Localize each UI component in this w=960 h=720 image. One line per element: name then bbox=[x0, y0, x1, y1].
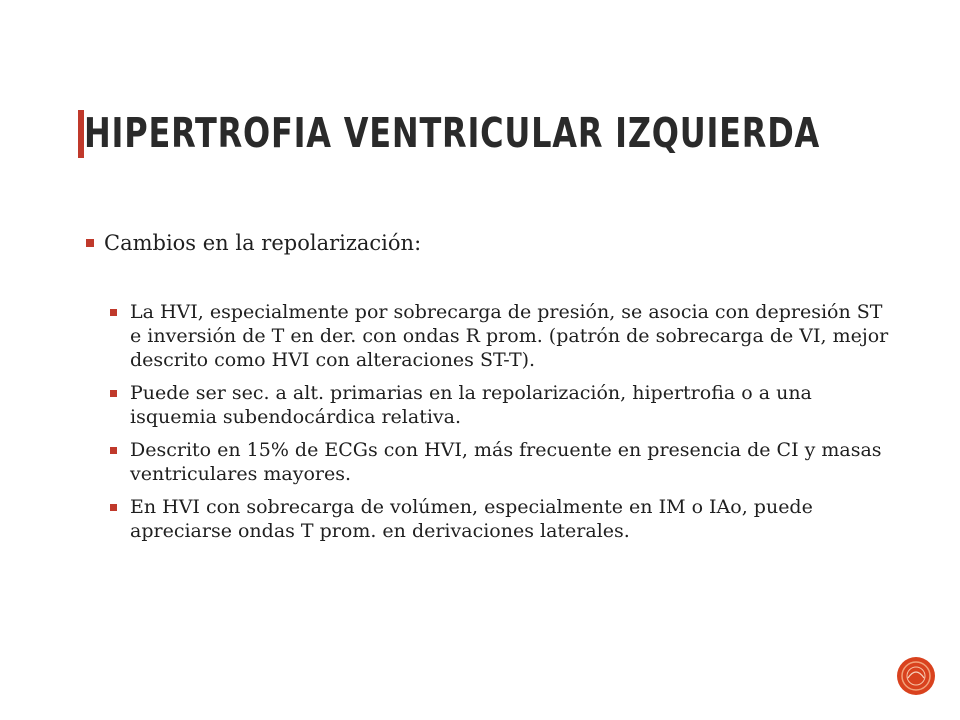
main-bullet bbox=[86, 228, 866, 258]
sub-bullet-3 bbox=[110, 438, 890, 486]
sub-bullet-1 bbox=[110, 300, 890, 372]
sub-bullet-text: Descrito en 15% de ECGs con HVI, más frecuente en presencia de CI y masas ventriculares mayores. bbox=[130, 439, 882, 485]
bullet-marker bbox=[110, 447, 117, 454]
bullet-marker bbox=[110, 309, 117, 316]
bullet-marker bbox=[110, 504, 117, 511]
sub-bullet-text: La HVI, especialmente por sobrecarga de presión, se asocia con depresión ST e inversión de T en der. con ondas R prom. (patrón de sobrecarga de VI, mejor descrito como HVI con alteraciones ST-T). bbox=[130, 301, 889, 371]
sub-bullet-text: En HVI con sobrecarga de volúmen, especialmente en IM o IAo, puede apreciarse ondas T prom. en derivaciones laterales. bbox=[130, 496, 813, 542]
sub-bullet-2 bbox=[110, 381, 890, 429]
sub-bullet-text: Puede ser sec. a alt. primarias en la repolarización, hipertrofia o a una isquemia subendocárdica relativa. bbox=[130, 382, 812, 428]
bullet-marker bbox=[110, 390, 117, 397]
sub-bullet-list bbox=[110, 300, 890, 552]
slide-title: HIPERTROFIA VENTRICULAR IZQUIERDA bbox=[84, 109, 821, 157]
circular-emblem-icon bbox=[896, 656, 936, 696]
main-bullet-text: Cambios en la repolarización: bbox=[104, 231, 422, 255]
bullet-marker bbox=[86, 239, 94, 247]
sub-bullet-4 bbox=[110, 495, 890, 543]
